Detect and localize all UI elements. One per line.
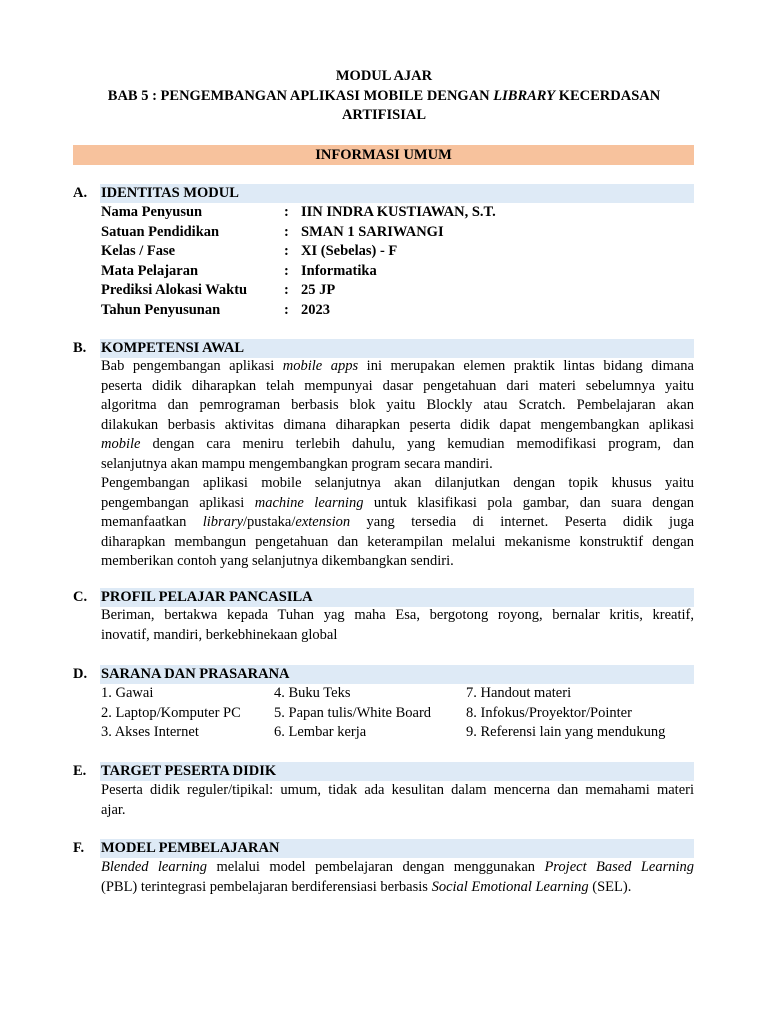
section-title: KOMPETENSI AWAL (101, 340, 245, 356)
identitas-colon: : (284, 282, 289, 298)
model-paragraph (101, 858, 694, 897)
section-letter: F. (73, 840, 85, 856)
text-line: Peserta didik reguler/tipikal: umum, tidak ada kesulitan dalam mencerna dan memahami materi (101, 782, 694, 798)
text-line: selanjutnya akan mampu mengembangkan program secara mandiri. (101, 455, 493, 472)
section-title: IDENTITAS MODUL (101, 185, 239, 201)
text-line (101, 357, 694, 377)
text-span: melalui model pembelajaran dengan menggunakan (207, 859, 545, 875)
sarana-item: 2. Laptop/Komputer PC (101, 705, 241, 721)
text-span: memanfaatkan (101, 514, 203, 530)
sarana-item: 3. Akses Internet (101, 724, 199, 740)
identitas-colon: : (284, 223, 289, 240)
identitas-colon: : (284, 204, 289, 220)
section-f-heading (73, 839, 694, 858)
section-c-heading (73, 588, 694, 607)
text-line: Pengembangan aplikasi mobile selanjutnya akan dilanjutkan dengan topik khusus yaitu (101, 475, 694, 491)
text-span: /pustaka/ (243, 514, 296, 530)
text-line (101, 435, 694, 455)
informasi-umum-band: INFORMASI UMUM (73, 145, 694, 165)
identitas-value: XI (Sebelas) - F (301, 243, 398, 259)
text-line: inovatif, mandiri, berkebhinekaan global (101, 626, 338, 643)
sarana-item: 9. Referensi lain yang mendukung (466, 724, 666, 740)
section-a-heading (73, 184, 694, 203)
text-line: Beriman, bertakwa kepada Tuhan yag maha Esa, bergotong royong, bernalar kritis, kreatif, (101, 607, 694, 623)
section-d-heading (73, 665, 694, 684)
identitas-key: Tahun Penyusunan (101, 301, 221, 318)
text-span: ini merupakan elemen praktik lintas bidang dimana (358, 358, 694, 374)
text-span: Bab pengembangan aplikasi (101, 358, 283, 374)
identitas-value: 25 JP (301, 282, 336, 298)
kompetensi-paragraph (101, 357, 694, 572)
sarana-item: 4. Buku Teks (274, 685, 351, 701)
identitas-key: Prediksi Alokasi Waktu (101, 282, 248, 298)
text-line: peserta didik diharapkan telah mempunyai dasar pengetahuan dari materi sebelumnya yaitu (101, 377, 694, 394)
identitas-value: Informatika (301, 262, 377, 279)
italic-term: Blended learning (101, 859, 208, 875)
subtitle-italic: LIBRARY (493, 88, 556, 104)
section-title: TARGET PESERTA DIDIK (101, 763, 277, 779)
italic-term: Social Emotional Learning (431, 878, 589, 895)
section-letter: E. (73, 763, 87, 779)
text-line (101, 513, 694, 533)
identitas-key: Kelas / Fase (101, 243, 176, 259)
target-paragraph (101, 781, 694, 820)
section-e-heading (73, 762, 694, 781)
section-title: MODEL PEMBELAJARAN (101, 840, 280, 856)
section-b-heading (73, 339, 694, 358)
italic-term: library (202, 514, 244, 530)
profil-paragraph (101, 606, 694, 645)
section-letter: B. (73, 340, 87, 356)
doc-title: MODUL AJAR (335, 68, 433, 84)
sarana-item: 1. Gawai (101, 685, 154, 701)
text-line: ajar. (101, 801, 126, 818)
text-span: dengan cara meniru terlebih dahulu, yang kemudian memodifikasi program, dan (140, 436, 694, 452)
text-span: (SEL). (588, 878, 632, 895)
italic-term: machine learning (254, 494, 364, 511)
sarana-item: 7. Handout materi (466, 685, 572, 701)
sarana-item: 5. Papan tulis/White Board (274, 705, 432, 721)
identitas-colon: : (284, 301, 289, 318)
identitas-key: Mata Pelajaran (101, 262, 199, 279)
italic-term: extension (295, 514, 351, 530)
sarana-item: 6. Lembar kerja (274, 724, 367, 740)
text-line: algoritma dan pemrograman berbasis blok yaitu Blockly atau Scratch. Pembelajaran akan (101, 397, 694, 413)
section-letter: D. (73, 666, 88, 682)
identitas-value: IIN INDRA KUSTIAWAN, S.T. (301, 204, 496, 220)
text-span: untuk klasifikasi pola gambar, dan suara dengan (363, 494, 694, 511)
italic-term: Project Based Learning (544, 859, 694, 875)
italic-term: mobile (101, 436, 141, 452)
text-line (101, 858, 694, 878)
identitas-value: SMAN 1 SARIWANGI (301, 223, 444, 240)
text-span: pengembangan aplikasi (101, 494, 255, 511)
section-letter: C. (73, 589, 88, 605)
identitas-colon: : (284, 262, 289, 279)
subtitle-part: KECERDASAN (555, 88, 661, 104)
identitas-value: 2023 (301, 301, 330, 318)
text-line: memberikan contoh yang selanjutnya dikembangkan sendiri. (101, 553, 454, 569)
text-line (101, 878, 694, 898)
text-line (101, 494, 694, 514)
section-title: PROFIL PELAJAR PANCASILA (101, 589, 313, 605)
italic-term: mobile apps (282, 358, 359, 374)
sarana-item: 8. Infokus/Proyektor/Pointer (466, 705, 632, 721)
doc-subtitle (0, 87, 768, 107)
doc-subtitle-line3: ARTIFISIAL (341, 107, 427, 123)
identitas-key: Satuan Pendidikan (101, 223, 220, 240)
subtitle-part: BAB 5 : PENGEMBANGAN APLIKASI MOBILE DENGAN (107, 88, 494, 104)
identitas-key: Nama Penyusun (101, 204, 203, 220)
section-letter: A. (73, 185, 88, 201)
text-span: yang tersedia di internet. Peserta didik juga (350, 514, 695, 530)
identitas-colon: : (284, 243, 289, 259)
text-span: (PBL) terintegrasi pembelajaran berdiferensiasi berbasis (101, 878, 432, 895)
text-line: diharapkan membangun pengetahuan dan keterampilan melalui mekanisme konstruktif dengan (101, 533, 694, 550)
text-line: dilakukan berbasis aktivitas dimana diharapkan peserta didik dapat mengembangkan aplikasi (101, 416, 694, 433)
section-title: SARANA DAN PRASARANA (101, 666, 290, 682)
